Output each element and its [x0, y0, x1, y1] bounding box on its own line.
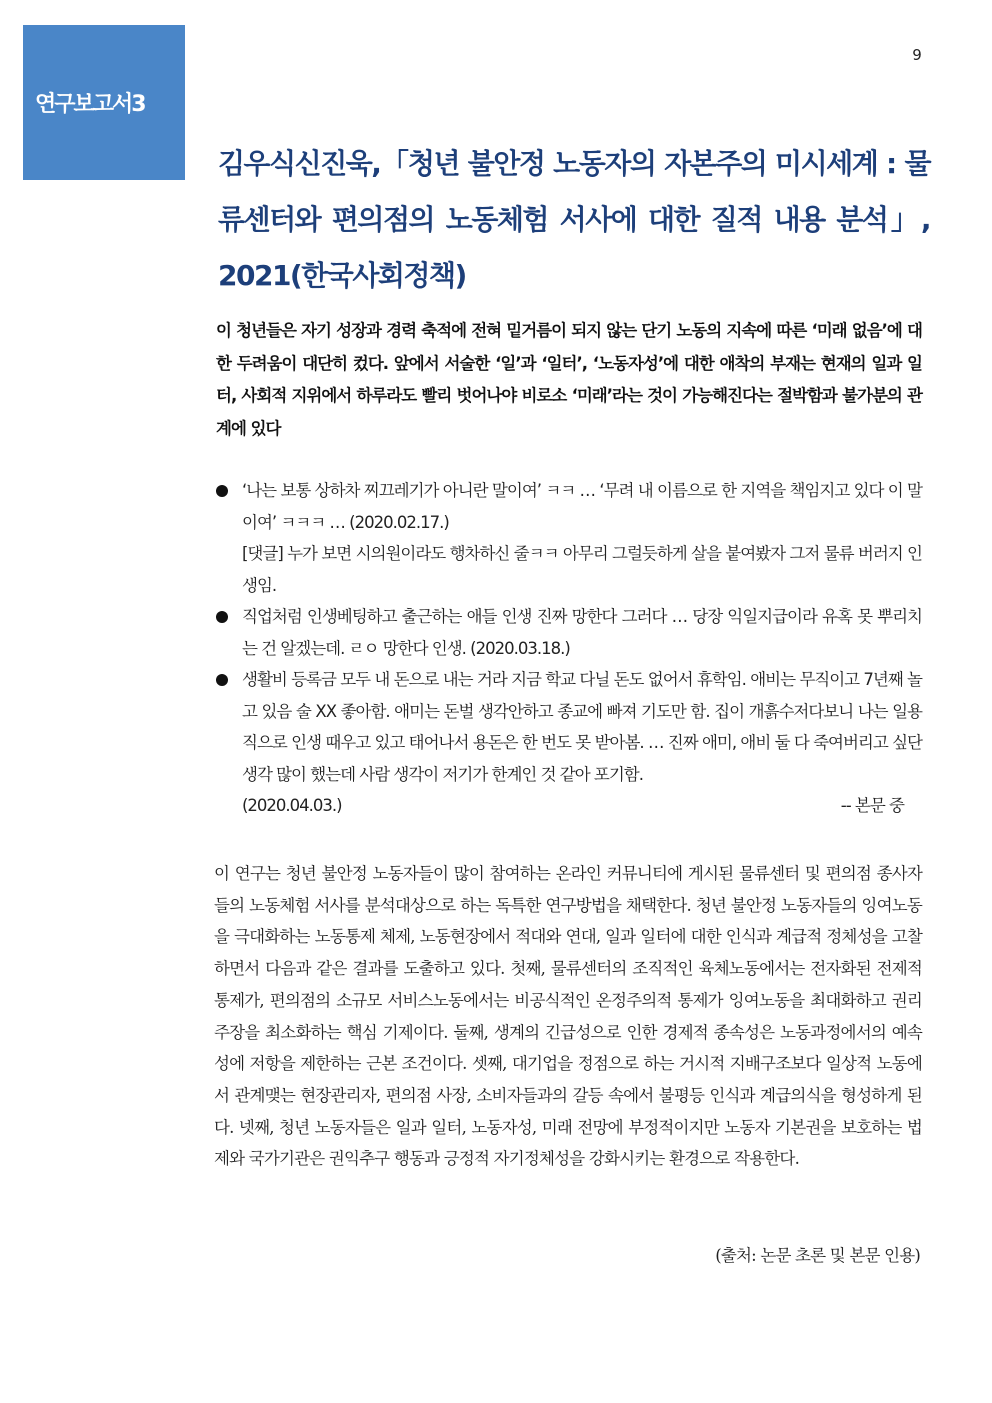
quote-text: ‘나는 보통 상하차 찌끄레기가 아니란 말이여’ ㅋㅋ … ‘무려 내 이름으로 한 지역을 책임지고 있다 이 말이여’ ㅋㅋㅋ … (2020.02.17.) — [242, 481, 922, 532]
summary-paragraph: 이 청년들은 자기 성장과 경력 축적에 전혀 밑거름이 되지 않는 단기 노동의 지속에 따른 ‘미래 없음’에 대한 두려움이 대단히 컸다. 앞에서 서술한 ‘일’과 ‘일터’, ‘노동자성’에 대한 애착의 부재는 현재의 일과 일터, 사회적 지위에서 하루라도 빨리 벗어나야 비로소 ‘미래’라는 것이 가능해진다는 절박함과 불가분의 관계에 있다 — [216, 321, 922, 438]
bullet-icon — [216, 674, 228, 686]
page-number: 9 — [912, 46, 922, 64]
section-tag-label: 연구보고서3 — [35, 92, 145, 117]
quote-comment: [댓글] 누가 보면 시의원이라도 행차하신 줄ㅋㅋ 아무리 그럴듯하게 살을 붙여봤자 그저 물류 버러지 인생임. — [242, 544, 922, 595]
quote-item — [214, 475, 922, 601]
quote-item — [214, 601, 922, 664]
quote-date: (2020.04.03.) — [242, 796, 342, 815]
section-tag — [23, 25, 185, 180]
quote-text: 생활비 등록금 모두 내 돈으로 내는 거라 지금 학교 다닐 돈도 없어서 휴학임. 애비는 무직이고 7년째 놀고 있음 술 XX 좋아함. 애미는 돈벌 생각안하고 종교에 빠져 기도만 함. 집이 개흙수저다보니 나는 일용직으로 인생 때우고 있고 태어나서 용돈은 한 번도 못 받아봄. … 진짜 애미, 애비 둘 다 죽여버리고 싶단 생각 많이 했는데 사람 생각이 저기가 한계인 것 같아 포기함. — [242, 670, 922, 784]
body-paragraph: 이 연구는 청년 불안정 노동자들이 많이 참여하는 온라인 커뮤니티에 게시된 물류센터 및 편의점 종사자들의 노동체험 서사를 분석대상으로 하는 독특한 연구방법을 채택한다. 청년 불안정 노동자들의 잉여노동을 극대화하는 노동통제 체제, 노동현장에서 적대와 연대, 일과 일터에 대한 인식과 계급적 정체성을 고찰하면서 다음과 같은 결과를 도출하고 있다. 첫째, 물류센터의 조직적인 육체노동에서는 전자화된 전제적 통제가, 편의점의 소규모 서비스노동에서는 비공식적인 온정주의적 통제가 잉여노동을 최대화하고 권리주장을 최소화하는 핵심 기제이다. 둘째, 생계의 긴급성으로 인한 경제적 종속성은 노동과정에서의 예속성에 저항을 제한하는 근본 조건이다. 셋째, 대기업을 정점으로 하는 거시적 지배구조보다 일상적 노동에서 관계맺는 현장관리자, 편의점 사장, 소비자들과의 갈등 속에서 불평등 인식과 계급의식을 형성하게 된다. 넷째, 청년 노동자들은 일과 일터, 노동자성, 미래 전망에 부정적이지만 노동자 기본권을 보호하는 법제와 국가기관은 권익추구 행동과 긍정적 자기정체성을 강화시키는 환경으로 작용한다. — [214, 864, 922, 1169]
quote-item — [214, 664, 922, 822]
quote-text: 직업처럼 인생베팅하고 출근하는 애들 인생 진짜 망한다 그러다 … 당장 익일지급이라 유혹 못 뿌리치는 건 알겠는데. ㄹㅇ 망한다 인생. (2020.03.18.) — [242, 607, 922, 658]
quote-source-note: -- 본문 중 — [840, 796, 904, 815]
bullet-icon — [216, 611, 228, 623]
quote-list — [214, 475, 922, 822]
bullet-icon — [216, 485, 228, 497]
report-title: 김우식신진욱,「청년 불안정 노동자의 자본주의 미시세계 : 물류센터와 편의점의 노동체험 서사에 대한 질적 내용 분석」, 2021(한국사회정책) — [218, 147, 930, 292]
quote-source-line — [242, 790, 922, 822]
source-citation: (출처: 논문 초론 및 본문 인용) — [715, 1246, 920, 1265]
